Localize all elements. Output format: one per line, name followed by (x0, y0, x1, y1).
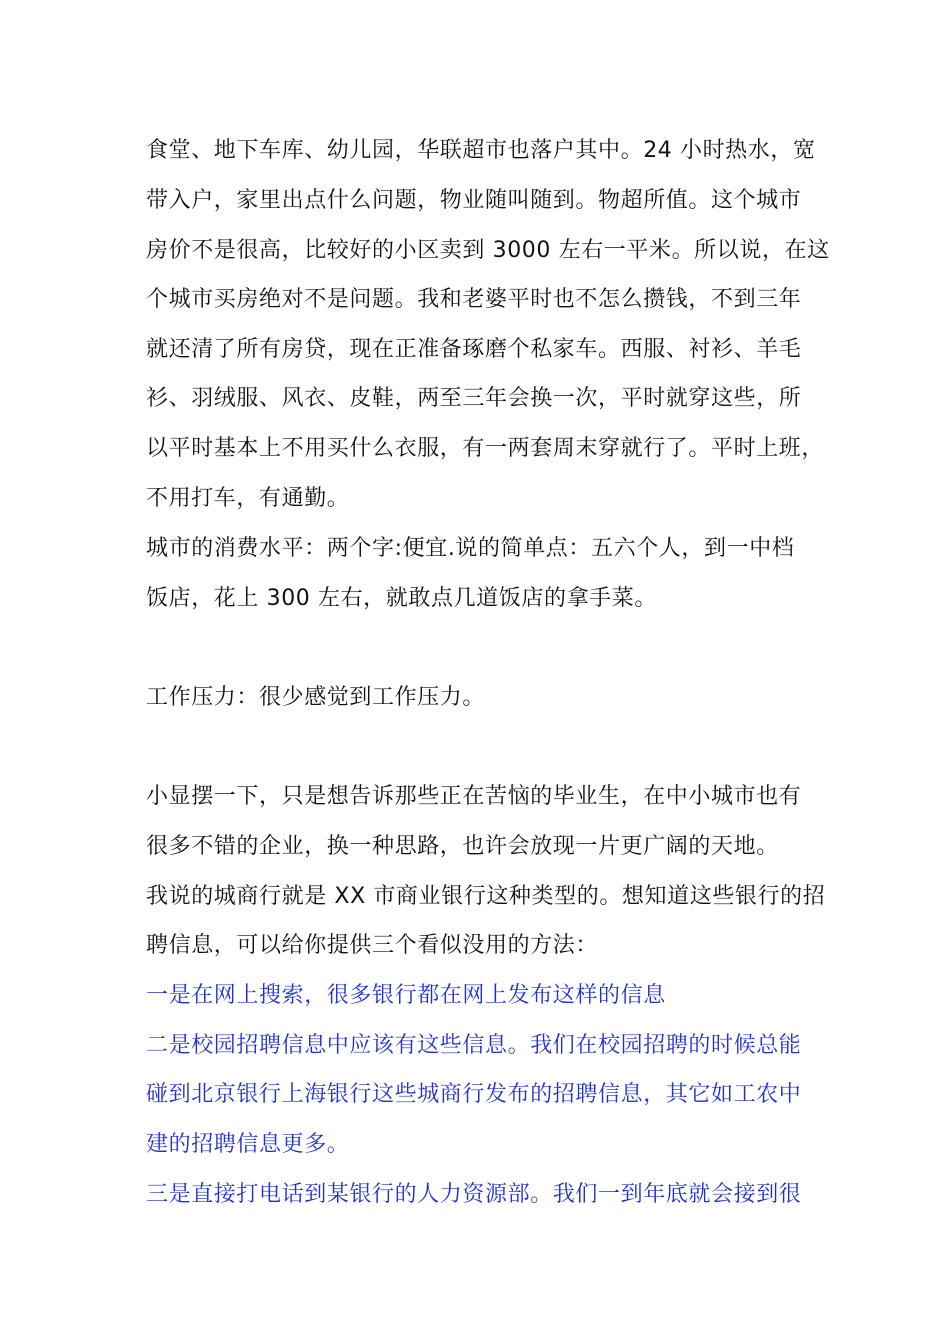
text-line: 以平时基本上不用买什么衣服，有一两套周末穿就行了。平时上班， (146, 436, 825, 461)
text-line: 二是校园招聘信息中应该有这些信息。我们在校园招聘的时候总能 (146, 1033, 802, 1058)
text-line: 就还清了所有房贷，现在正准备琢磨个私家车。西服、衬衫、羊毛 (146, 337, 802, 362)
text-line: 聘信息，可以给你提供三个看似没用的方法： (146, 933, 599, 958)
text-line: 我说的城商行就是 XX 市商业银行这种类型的。想知道这些银行的招 (146, 884, 826, 909)
text-line: 城市的消费水平：两个字:便宜.说的简单点：五六个人，到一中档 (146, 536, 795, 561)
text-line: 房价不是很高，比较好的小区卖到 3000 左右一平米。所以说，在这 (146, 238, 830, 263)
text-line: 带入户，家里出点什么问题，物业随叫随到。物超所值。这个城市 (146, 188, 802, 213)
text-line: 一是在网上搜索，很多银行都在网上发布这样的信息 (146, 983, 666, 1008)
text-line: 饭店，花上 300 左右，就敢点几道饭店的拿手菜。 (146, 586, 657, 611)
text-line: 建的招聘信息更多。 (146, 1132, 350, 1157)
text-line: 食堂、地下车库、幼儿园，华联超市也落户其中。24 小时热水，宽 (146, 138, 816, 163)
text-line: 小显摆一下，只是想告诉那些正在苦恼的毕业生，在中小城市也有 (146, 784, 802, 809)
text-line: 很多不错的企业，换一种思路，也许会放现一片更广阔的天地。 (146, 834, 779, 859)
text-line: 衫、羽绒服、风衣、皮鞋，两至三年会换一次，平时就穿这些，所 (146, 386, 802, 411)
text-line: 工作压力：很少感觉到工作压力。 (146, 685, 486, 710)
text-line: 个城市买房绝对不是问题。我和老婆平时也不怎么攒钱，不到三年 (146, 287, 802, 312)
text-line: 三是直接打电话到某银行的人力资源部。我们一到年底就会接到很 (146, 1182, 802, 1207)
text-line: 不用打车，有通勤。 (146, 486, 350, 511)
text-line: 碰到北京银行上海银行这些城商行发布的招聘信息，其它如工农中 (146, 1082, 802, 1107)
